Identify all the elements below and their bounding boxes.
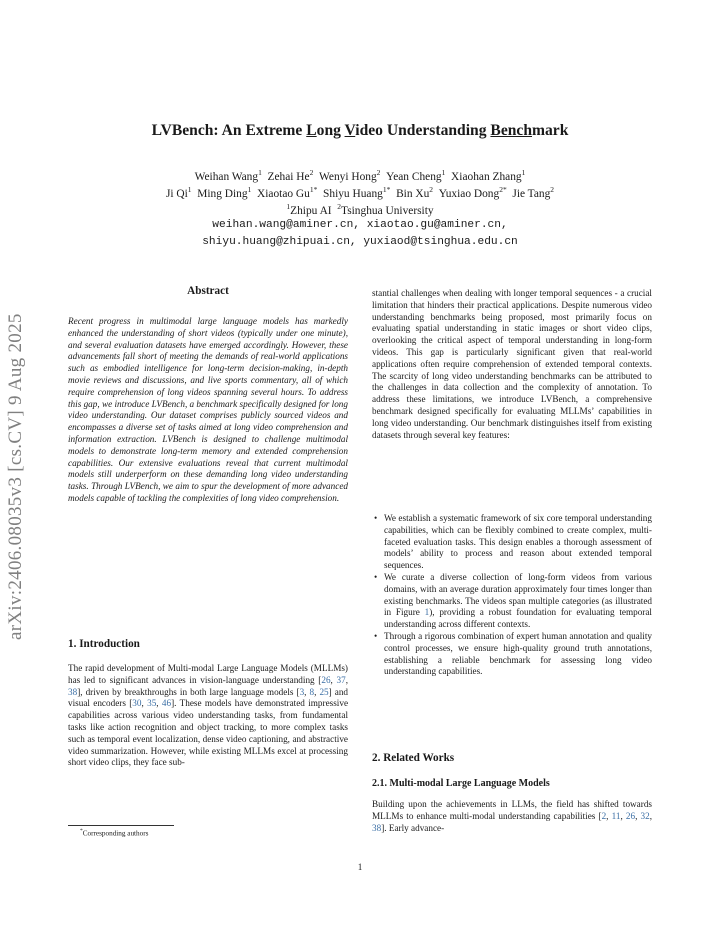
citation-link[interactable]: 11 [611,810,621,821]
author-affiliation-mark: 2* [499,185,507,194]
citation-link[interactable]: 26 [321,674,331,685]
key-features-list [372,513,652,678]
citation-link[interactable]: 3 [299,686,305,697]
author-emails-1: weihan.wang@aminer.cn, xiaotao.gu@aminer.cn, [212,219,508,231]
citation-link[interactable]: 38 [68,686,78,697]
author-name: Yean Cheng [386,170,442,183]
author-name: Weihan Wang [194,170,259,183]
author-affiliation-mark: 1 [247,185,252,194]
author-affiliation-mark: 2 [309,168,314,177]
author-name: Shiyu Huang [323,187,383,200]
related-works-paragraph: Building upon the achievements in LLMs, the field has shifted towards MLLMs to enhance multi-modal understanding capabilities [2, 11, 26, 32, 38]. Early advance- [372,799,653,833]
author-name: Jie Tang [512,187,551,200]
section-heading-introduction: 1. Introduction [68,638,140,650]
author-name: Ji Qi [165,187,188,200]
author-name: Wenyi Hong [319,170,377,183]
author-line-2 [0,185,720,200]
right-column-paragraph: stantial challenges when dealing with longer temporal sequences - a crucial limitation that hinders their practical applications. Despite numerous video understanding benchmarks being proposed, most primarily focus on evaluating spatial understanding in static images or short video clips, overlooking the critical aspect of temporal understanding in long-form videos. This gap is particularly significant given that real-world applications often require comprehension of extended temporal contexts. The scarcity of long video understanding benchmarks can be attributed to the challenges in data collection and the complexity of annotation. To address these limitations, we introduce LVBench, a comprehensive benchmark designed specifically for evaluating MLLMs’ capabilities in long video understanding. Our benchmark distinguishes itself from existing datasets through several key features: [372,288,652,440]
citation-link[interactable]: 37 [336,674,346,685]
author-name: Xiaohan Zhang [451,170,522,183]
list-item: • Through a rigorous combination of expert human annotation and quality control processes, we ensure high-quality ground truth annotations, establishing a reliable benchmark for assessing long video understanding capabilities. [384,631,652,678]
author-affiliation-mark: 2 [550,185,555,194]
page-number: 1 [357,862,363,872]
author-affiliation-mark: 1* [382,185,391,194]
citation-link[interactable]: 8 [309,686,315,697]
author-name: Xiaotao Gu [257,187,310,200]
list-item: • We establish a systematic framework of six core temporal understanding capabilities, which can be flexibly combined to create complex, multi-faceted evaluation tasks. This design enables a thorough assessment of models’ ability to process and reason about extended temporal sequences. [384,513,652,572]
author-affiliation-mark: 1 [187,185,192,194]
list-item: • We curate a diverse collection of long-form videos from various domains, with an average duration approximately four times longer than existing benchmarks. The videos span multiple categories (as illustrated in Figure 1), providing a robust foundation for evaluating temporal understanding across different contexts. [384,572,652,631]
citation-link[interactable]: 32 [640,810,650,821]
citation-link[interactable]: 26 [625,810,636,821]
footnote-corresponding-authors: *Corresponding authors [80,828,149,838]
author-line-1 [0,168,720,183]
citation-link[interactable]: 2 [601,810,607,821]
author-affiliation-mark: 1 [521,168,526,177]
section-heading-related-works: 2. Related Works [372,752,455,764]
author-affiliation-mark: 2 [376,168,381,177]
citation-link[interactable]: 38 [372,822,382,833]
author-emails-2: shiyu.huang@zhipuai.cn, yuxiaod@tsinghua.edu.cn [202,236,518,248]
affiliations: $^1$Zhipu AI $^2$Tsinghua University [286,202,434,217]
author-affiliation-mark: 1* [309,185,318,194]
introduction-paragraph: The rapid development of Multi-modal Large Language Models (MLLMs) has led to significant advances in vision-language understanding [26, 37, 38], driven by breakthroughs in both large language models [3, 8, 25] and visual encoders [30, 35, 46]. These models have demonstrated impressive capabilities across various video understanding tasks, from fundamental tasks like action recognition and object tracking, to more complex tasks such as temporal event localization, dense video captioning, and abstractive video summarization. However, while existing MLLMs excel at processing short video clips, they face sub- [68,663,349,768]
citation-link[interactable]: 46 [161,698,172,709]
author-affiliation-mark: 1 [441,168,446,177]
author-affiliation-mark: 1 [258,168,262,177]
abstract-heading: Abstract [187,285,229,297]
author-affiliation-mark: 2 [429,185,434,194]
paper-title: LVBench: An Extreme Long Video Understanding Benchmark [151,122,569,139]
author-name: Zehai He [267,170,310,183]
citation-link[interactable]: 25 [319,686,329,697]
figure-link[interactable]: 1 [424,607,430,618]
citation-link[interactable]: 30 [132,698,142,709]
footnote-rule [68,825,174,826]
author-name: Ming Ding [197,187,248,200]
author-name: Bin Xu [396,187,430,200]
citation-link[interactable]: 35 [147,698,157,709]
arxiv-identifier: arXiv:2406.08035v3 [cs.CV] 9 Aug 2025 [5,313,26,640]
abstract-text: Recent progress in multimodal large language models has markedly enhanced the understanding of short videos (typically under one minute), and several evaluation datasets have emerged accordingly. However, these advancements fall short of meeting the demands of real-world applications such as embodied intelligence for long-term decision-making, in-depth movie reviews and discussions, and live sports commentary, all of which require comprehension of long videos spanning several hours. To address this gap, we introduce LVBench, a benchmark specifically designed for long video understanding. Our dataset comprises publicly sourced videos and encompasses a diverse set of tasks aimed at long video comprehension and information extraction. LVBench is designed to challenge multimodal models to demonstrate long-term memory and extended comprehension capabilities. Our extensive evaluations reveal that current multimodal models still underperform on these demanding long video understanding tasks. Through LVBench, we aim to spur the development of more advanced models capable of tackling the complexities of long video comprehension. [68,316,348,503]
subsection-heading-mllm: 2.1. Multi-modal Large Language Models [372,778,550,789]
author-name: Yuxiao Dong [438,187,500,200]
